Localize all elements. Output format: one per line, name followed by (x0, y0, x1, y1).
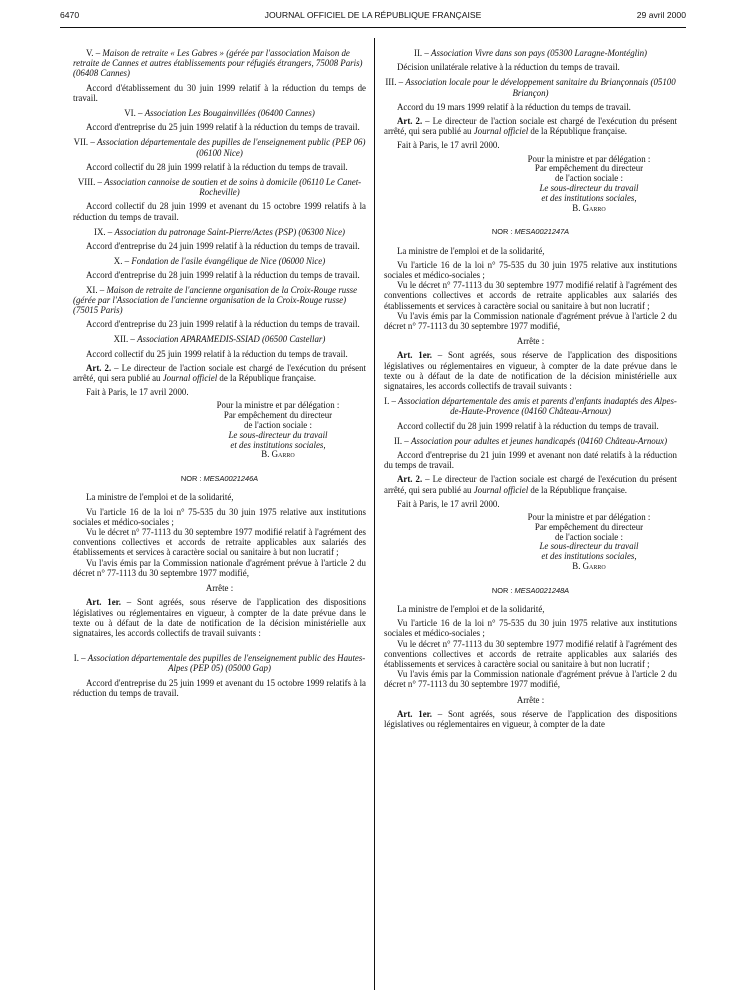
section-body: Accord d'établissement du 30 juin 1999 relatif à la réduction du temps de travail. (73, 82, 366, 103)
section-heading: II. – Association Vivre dans son pays (05300 Laragne-Montéglin) (414, 48, 647, 58)
section-body: Décision unilatérale relative à la réduction du temps de travail. (397, 62, 620, 73)
decree-minister: La ministre de l'emploi et de la solidarité, (397, 604, 545, 615)
section-heading: V. – Maison de retraite « Les Gabres » (gérée par l'association Maison de retraite de Cannes et autres établissements pour réfugiés étrangers, 75008 Paris) (06408 Cannes) (73, 48, 363, 79)
decree-minister: La ministre de l'emploi et de la solidarité, (86, 492, 234, 503)
section-heading: VI. – Association Les Bougainvillées (06400 Cannes) (124, 108, 315, 119)
decree-visa: Vu le décret n° 77-1113 du 30 septembre 1977 modifié relatif à l'agrément des conventions collectives et accords de retraite applicables aux salariés des établissements et services à caractère social ou sanitaire à but non lucratif ; (384, 280, 677, 311)
decree-visa: Vu l'article 16 de la loi n° 75-535 du 30 juin 1975 relative aux institutions sociales et médico-sociales ; (384, 259, 677, 281)
section-body: Accord d'entreprise du 25 juin 1999 relatif à la réduction du temps de travail. (86, 122, 360, 133)
section-heading: XI. – Maison de retraite de l'ancienne organisation de la Croix-Rouge russe (gérée par l'Association de l'ancienne organisation de la Croix-Rouge russe) (75015 Paris) (73, 284, 358, 316)
decree-visa: Vu l'avis émis par la Commission nationale d'agrément prévue à l'article 2 du décret n° 77-1113 du 30 septembre 1977 modifié, (73, 557, 366, 578)
signature-block: Pour la ministre et par délégation : Par empêchement du directeur de l'action sociale : Le sous-directeur du travail et des institutions sociales, B. Garro (527, 512, 651, 572)
decree-minister: La ministre de l'emploi et de la solidarité, (397, 245, 545, 256)
arrete-label: Arrête : (516, 694, 545, 705)
issue-date: 29 avril 2000 (636, 10, 686, 20)
journal-title: JOURNAL OFFICIEL DE LA RÉPUBLIQUE FRANÇAISE (264, 10, 482, 20)
section-heading: XII. – Association APARAMEDIS-SSIAD (06500 Castellar) (113, 334, 326, 345)
decree-visa: Vu le décret n° 77-1113 du 30 septembre 1977 modifié relatif à l'agrément des conventions collectives et accords de retraite applicables aux salariés des établissements et services à caractère social ou sanitaire à but non lucratif ; (73, 527, 366, 558)
section-body: Accord du 19 mars 1999 relatif à la réduction du temps de travail. (397, 101, 631, 112)
section-body: Accord collectif du 28 juin 1999 relatif à la réduction du temps de travail. (397, 420, 659, 431)
section-heading: I. – Association départementale des pupilles de l'enseignement public des Hautes-Alpes (PEP 05) (05000 Gap) (73, 653, 366, 674)
section-heading: I. – Association départementale des amis et parents d'enfants inadaptés des Alpes-de-Haute-Provence (04160 Château-Arnoux) (384, 396, 677, 417)
section-heading: IX. – Association du patronage Saint-Pierre/Actes (PSP) (06300 Nice) (93, 226, 345, 237)
section-body: Accord collectif du 25 juin 1999 relatif à la réduction du temps de travail. (86, 348, 348, 359)
page-number: 6470 (60, 10, 80, 20)
section-body: Accord d'entreprise du 28 juin 1999 relatif à la réduction du temps de travail. (86, 270, 360, 281)
arrete-label: Arrête : (516, 336, 545, 347)
decree-visa: Vu l'avis émis par la Commission nationale d'agrément prévue à l'article 2 du décret n° 77-1113 du 30 septembre 1977 modifié, (384, 669, 677, 690)
nor-reference: NOR : MESA0021247A (491, 227, 570, 237)
signature-block: Pour la ministre et par délégation : Par empêchement du directeur de l'action sociale : Le sous-directeur du travail et des institutions sociales, B. Garro (216, 400, 340, 460)
section-body: Accord d'entreprise du 21 juin 1999 et avenant non daté relatifs à la réduction du temps de travail. (384, 450, 677, 471)
article-2: Art. 2. – Le directeur de l'action sociale est chargé de l'exécution du présent arrêté, qui sera publié au Journal officiel de la République française. (73, 362, 367, 384)
right-column (384, 48, 677, 733)
column-separator (374, 38, 375, 990)
done-at: Fait à Paris, le 17 avril 2000. (86, 387, 189, 398)
done-at: Fait à Paris, le 17 avril 2000. (397, 140, 500, 151)
section-heading: VIII. – Association cannoise de soutien et de soins à domicile (06110 Le Canet-Rocheville) (77, 177, 362, 198)
section-body: Accord d'entreprise du 23 juin 1999 relatif à la réduction du temps de travail. (86, 319, 360, 330)
article-1: Art. 1er. – Sont agréés, sous réserve de l'application des dispositions législatives ou réglementaires en vigueur, à compter de la date prévue dans le texte ou à défaut de la date de notification de la décision ministérielle aux signataires, les accords collectifs de travail suivants : (384, 350, 677, 392)
section-heading: II. – Association pour adultes et jeunes handicapés (04160 Château-Arnoux) (393, 435, 668, 446)
nor-reference: NOR : MESA0021248A (491, 585, 570, 595)
left-column (73, 48, 366, 702)
section-body: Accord d'entreprise du 24 juin 1999 relatif à la réduction du temps de travail. (86, 241, 360, 252)
section-heading: III. – Association locale pour le développement sanitaire du Briançonnais (05100 Briançon) (385, 77, 676, 98)
section-heading: X. – Fondation de l'asile évangélique de Nice (06000 Nice) (113, 256, 326, 267)
decree-visa: Vu l'avis émis par la Commission nationale d'agrément prévue à l'article 2 du décret n° 77-1113 du 30 septembre 1977 modifié, (384, 310, 677, 332)
article-1: Art. 1er. – Sont agréés, sous réserve de l'application des dispositions législatives ou réglementaires en vigueur, à compter de la date prévue dans le texte ou à défaut de la date de notification de la décision ministérielle aux signataires, les accords collectifs de travail suivants : (73, 597, 366, 638)
arrete-label: Arrête : (205, 583, 234, 594)
nor-reference: NOR : MESA0021246A (180, 474, 259, 484)
section-body: Accord collectif du 28 juin 1999 relatif à la réduction du temps de travail. (86, 161, 348, 172)
page-header (60, 10, 686, 32)
decree-visa: Vu le décret n° 77-1113 du 30 septembre 1977 modifié relatif à l'agrément des conventions collectives et accords de retraite applicables aux salariés des établissements et services à caractère social ou sanitaire à but non lucratif ; (384, 638, 677, 670)
article-2: Art. 2. – Le directeur de l'action sociale est chargé de l'exécution du présent arrêté, qui sera publié au Journal officiel de la République française. (384, 116, 678, 137)
section-body: Accord d'entreprise du 25 juin 1999 et avenant du 15 octobre 1999 relatifs à la réduction du temps de travail. (73, 677, 366, 698)
decree-visa: Vu l'article 16 de la loi n° 75-535 du 30 juin 1975 relative aux institutions sociales et médico-sociales ; (384, 618, 677, 639)
section-body: Accord collectif du 28 juin 1999 et avenant du 15 octobre 1999 relatifs à la réduction du temps de travail. (73, 201, 366, 222)
article-1: Art. 1er. – Sont agréés, sous réserve de l'application des dispositions législatives ou réglementaires en vigueur, à compter de la date (384, 708, 677, 730)
signature-block: Pour la ministre et par délégation : Par empêchement du directeur de l'action sociale : Le sous-directeur du travail et des institutions sociales, B. Garro (527, 153, 651, 213)
article-2: Art. 2. – Le directeur de l'action sociale est chargé de l'exécution du présent arrêté, qui sera publié au Journal officiel de la République française. (384, 474, 678, 495)
done-at: Fait à Paris, le 17 avril 2000. (397, 498, 500, 509)
decree-visa: Vu l'article 16 de la loi n° 75-535 du 30 juin 1975 relative aux institutions sociales et médico-sociales ; (73, 506, 366, 527)
section-heading: VII. – Association départementale des pupilles de l'enseignement public (PEP 06) (06100 Nice) (73, 137, 366, 158)
header-rule (60, 27, 686, 28)
